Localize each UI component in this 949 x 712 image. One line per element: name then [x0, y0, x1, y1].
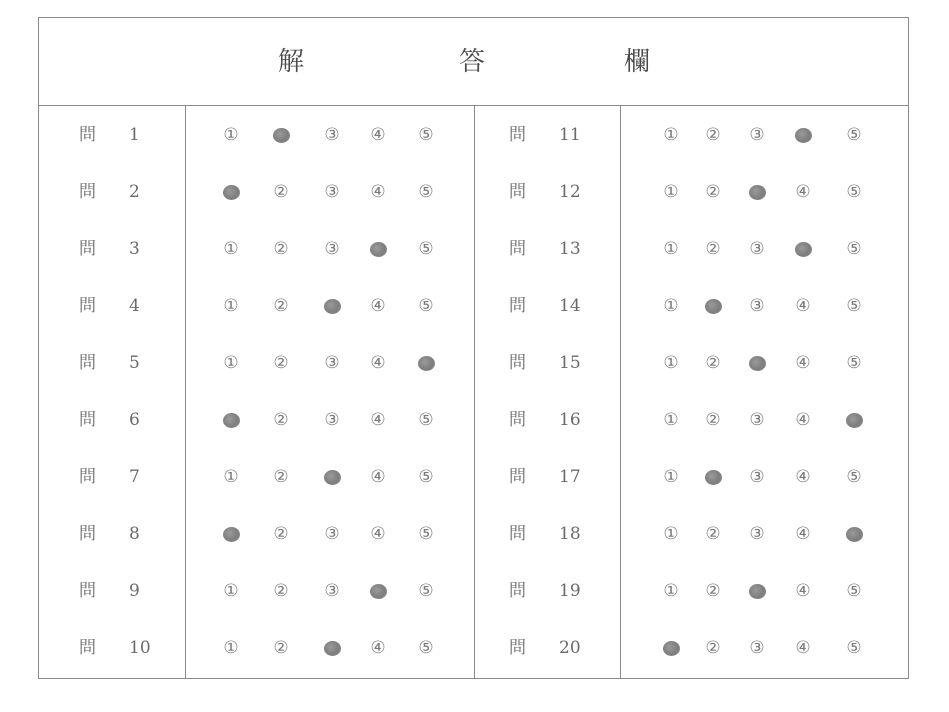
question-prefix: 問: [79, 239, 96, 259]
answer-bubble[interactable]: ①: [663, 409, 679, 430]
answer-bubble-marked[interactable]: [748, 354, 767, 373]
answer-bubble[interactable]: ②: [705, 181, 721, 202]
question-label: [509, 239, 589, 259]
question-label: [509, 581, 589, 601]
answer-bubble[interactable]: ④: [795, 466, 811, 487]
answer-bubble-marked[interactable]: [704, 468, 723, 487]
question-label: [79, 125, 159, 145]
question-label: [509, 638, 589, 658]
answer-bubble[interactable]: ①: [223, 580, 239, 601]
answer-bubble[interactable]: ⑤: [846, 352, 862, 373]
answer-bubble[interactable]: ①: [663, 181, 679, 202]
answer-bubble[interactable]: ③: [749, 523, 765, 544]
question-number: 16: [559, 410, 581, 430]
answer-bubble[interactable]: ①: [663, 238, 679, 259]
answer-bubble[interactable]: ③: [749, 466, 765, 487]
answer-bubble[interactable]: ③: [749, 238, 765, 259]
header-char-1: 解: [277, 47, 305, 77]
question-label: [79, 524, 159, 544]
answer-bubble-marked[interactable]: [748, 183, 767, 202]
question-prefix: 問: [509, 182, 526, 202]
answer-bubble[interactable]: ④: [370, 124, 386, 145]
answer-bubble-marked[interactable]: [704, 297, 723, 316]
answer-bubble[interactable]: ⑤: [418, 637, 434, 658]
answer-bubble[interactable]: ⑤: [418, 124, 434, 145]
answer-bubble[interactable]: ③: [324, 523, 340, 544]
question-label: [509, 353, 589, 373]
answer-bubble[interactable]: ③: [749, 637, 765, 658]
question-number: 18: [559, 524, 581, 544]
divider-right-labels: [620, 105, 621, 678]
question-prefix: 問: [79, 467, 96, 487]
question-number: 12: [559, 182, 581, 202]
answer-bubble[interactable]: ③: [749, 409, 765, 430]
answer-bubble[interactable]: ⑤: [418, 409, 434, 430]
question-number: 4: [129, 296, 140, 316]
answer-bubble[interactable]: ④: [795, 295, 811, 316]
answer-bubble-marked[interactable]: [222, 525, 241, 544]
answer-sheet-header: [39, 18, 908, 106]
question-prefix: 問: [79, 353, 96, 373]
question-prefix: 問: [79, 638, 96, 658]
question-prefix: 問: [509, 125, 526, 145]
answer-bubble-marked[interactable]: [794, 126, 813, 145]
answer-bubble[interactable]: ④: [370, 523, 386, 544]
question-label: [79, 296, 159, 316]
answer-bubble[interactable]: ④: [795, 352, 811, 373]
answer-bubble[interactable]: ②: [273, 295, 289, 316]
question-number: 2: [129, 182, 140, 202]
answer-bubble-marked[interactable]: [272, 126, 291, 145]
header-char-2: 答: [458, 47, 486, 77]
answer-bubble[interactable]: ①: [223, 466, 239, 487]
answer-bubble[interactable]: ①: [663, 124, 679, 145]
answer-bubble[interactable]: ①: [223, 295, 239, 316]
question-prefix: 問: [79, 410, 96, 430]
question-prefix: 問: [509, 524, 526, 544]
answer-bubble[interactable]: ②: [273, 466, 289, 487]
answer-bubble[interactable]: ⑤: [418, 181, 434, 202]
answer-bubble[interactable]: ③: [324, 409, 340, 430]
answer-bubble[interactable]: ①: [223, 238, 239, 259]
question-prefix: 問: [79, 581, 96, 601]
question-number: 1: [129, 125, 140, 145]
answer-bubble[interactable]: ②: [705, 523, 721, 544]
question-number: 20: [559, 638, 581, 658]
answer-bubble[interactable]: ④: [795, 409, 811, 430]
question-label: [509, 524, 589, 544]
question-label: [79, 410, 159, 430]
answer-bubble-marked[interactable]: [748, 582, 767, 601]
question-number: 13: [559, 239, 581, 259]
answer-bubble[interactable]: ④: [795, 523, 811, 544]
answer-bubble-marked[interactable]: [323, 297, 342, 316]
answer-bubble[interactable]: ①: [663, 580, 679, 601]
question-label: [79, 467, 159, 487]
question-prefix: 問: [509, 239, 526, 259]
question-label: [79, 182, 159, 202]
answer-bubble-marked[interactable]: [417, 354, 436, 373]
answer-bubble[interactable]: ①: [663, 466, 679, 487]
answer-bubble[interactable]: ④: [370, 295, 386, 316]
question-label: [79, 638, 159, 658]
answer-bubble[interactable]: ③: [324, 124, 340, 145]
question-prefix: 問: [509, 467, 526, 487]
question-label: [509, 125, 589, 145]
question-label: [79, 353, 159, 373]
answer-bubble[interactable]: ④: [795, 580, 811, 601]
question-number: 9: [129, 581, 140, 601]
question-number: 19: [559, 581, 581, 601]
question-label: [79, 239, 159, 259]
answer-bubble[interactable]: ④: [370, 181, 386, 202]
answer-bubble[interactable]: ②: [273, 409, 289, 430]
question-number: 5: [129, 353, 140, 373]
answer-bubble[interactable]: ②: [705, 352, 721, 373]
answer-bubble[interactable]: ②: [705, 637, 721, 658]
question-number: 10: [129, 638, 151, 658]
answer-bubble[interactable]: ①: [223, 352, 239, 373]
answer-bubble-marked[interactable]: [323, 639, 342, 658]
question-label: [509, 296, 589, 316]
answer-bubble[interactable]: ②: [705, 238, 721, 259]
answer-bubble-marked[interactable]: [369, 240, 388, 259]
answer-bubble[interactable]: ④: [370, 409, 386, 430]
question-prefix: 問: [509, 581, 526, 601]
answer-bubble[interactable]: ④: [795, 181, 811, 202]
answer-bubble[interactable]: ②: [273, 352, 289, 373]
answer-bubble[interactable]: ④: [370, 352, 386, 373]
answer-bubble[interactable]: ⑤: [846, 466, 862, 487]
answer-bubble-marked[interactable]: [794, 240, 813, 259]
answer-bubble[interactable]: ⑤: [846, 295, 862, 316]
answer-bubble[interactable]: ⑤: [418, 523, 434, 544]
question-number: 3: [129, 239, 140, 259]
answer-bubble[interactable]: ③: [324, 181, 340, 202]
answer-bubble[interactable]: ⑤: [846, 238, 862, 259]
question-number: 8: [129, 524, 140, 544]
divider-left-labels: [185, 105, 186, 678]
answer-bubble-marked[interactable]: [662, 639, 681, 658]
question-prefix: 問: [509, 638, 526, 658]
divider-middle: [474, 105, 475, 678]
answer-bubble[interactable]: ②: [705, 124, 721, 145]
question-prefix: 問: [509, 410, 526, 430]
question-number: 7: [129, 467, 140, 487]
answer-bubble[interactable]: ⑤: [418, 295, 434, 316]
question-prefix: 問: [79, 125, 96, 145]
answer-bubble[interactable]: ②: [273, 238, 289, 259]
answer-bubble-marked[interactable]: [845, 525, 864, 544]
answer-bubble[interactable]: ②: [705, 580, 721, 601]
header-char-3: 欄: [623, 47, 651, 77]
answer-bubble[interactable]: ①: [663, 523, 679, 544]
question-label: [79, 581, 159, 601]
answer-bubble[interactable]: ③: [749, 295, 765, 316]
answer-bubble[interactable]: ④: [795, 637, 811, 658]
answer-bubble-marked[interactable]: [845, 411, 864, 430]
answer-bubble[interactable]: ④: [370, 637, 386, 658]
answer-bubble-marked[interactable]: [222, 183, 241, 202]
question-prefix: 問: [509, 296, 526, 316]
answer-bubble-marked[interactable]: [323, 468, 342, 487]
answer-bubble[interactable]: ②: [273, 580, 289, 601]
answer-bubble[interactable]: ③: [324, 352, 340, 373]
answer-bubble[interactable]: ①: [223, 124, 239, 145]
question-number: 17: [559, 467, 581, 487]
answer-sheet: [38, 17, 909, 679]
answer-bubble[interactable]: ①: [663, 295, 679, 316]
answer-bubble[interactable]: ⑤: [846, 124, 862, 145]
question-number: 14: [559, 296, 581, 316]
answer-bubble[interactable]: ①: [223, 637, 239, 658]
question-number: 15: [559, 353, 581, 373]
answer-bubble[interactable]: ⑤: [846, 637, 862, 658]
answer-bubble[interactable]: ③: [324, 580, 340, 601]
answer-bubble[interactable]: ②: [273, 181, 289, 202]
answer-bubble[interactable]: ⑤: [418, 238, 434, 259]
question-number: 6: [129, 410, 140, 430]
answer-bubble[interactable]: ⑤: [846, 181, 862, 202]
question-prefix: 問: [509, 353, 526, 373]
answer-bubble-marked[interactable]: [369, 582, 388, 601]
question-prefix: 問: [79, 296, 96, 316]
question-prefix: 問: [79, 524, 96, 544]
answer-bubble[interactable]: ③: [324, 238, 340, 259]
answer-bubble[interactable]: ②: [273, 523, 289, 544]
question-prefix: 問: [79, 182, 96, 202]
question-label: [509, 182, 589, 202]
question-label: [509, 467, 589, 487]
answer-bubble-marked[interactable]: [222, 411, 241, 430]
answer-bubble[interactable]: ②: [705, 409, 721, 430]
answer-bubble[interactable]: ⑤: [418, 466, 434, 487]
answer-bubble[interactable]: ⑤: [418, 580, 434, 601]
answer-bubble[interactable]: ③: [749, 124, 765, 145]
question-label: [509, 410, 589, 430]
answer-bubble[interactable]: ④: [370, 466, 386, 487]
question-number: 11: [559, 125, 581, 145]
answer-bubble[interactable]: ②: [273, 637, 289, 658]
answer-bubble[interactable]: ⑤: [846, 580, 862, 601]
answer-bubble[interactable]: ①: [663, 352, 679, 373]
